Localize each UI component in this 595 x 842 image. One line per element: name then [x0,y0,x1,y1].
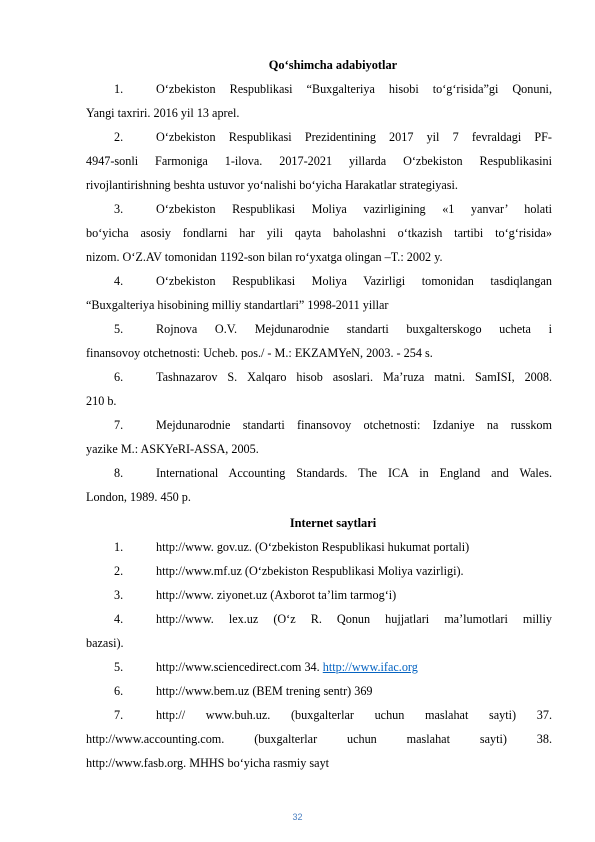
item-number: 6. [114,370,124,384]
internet-heading: Internet saytlari [289,516,377,530]
item-number: 7. [114,708,124,722]
item-line: O‘zbekiston Respublikasi Moliya vazirligining «1 yanvar’ holati [156,202,552,216]
literature-item-4 [86,269,552,317]
item-line: International Accounting Standards. The ICA in England and Wales. [156,466,552,480]
item-text: http://www.sciencedirect.com 34. [156,660,323,674]
ifac-link[interactable]: http://www.ifac.org [322,660,418,674]
item-number: 3. [114,202,124,216]
literature-item-7 [86,413,552,461]
item-line: Mejdunarodnie standarti finansovoy otchetnosti: Izdaniye na russkom [156,418,552,432]
item-line: O‘zbekiston Respublikasi Prezidentining 2017 yil 7 fevraldagi PF- [156,130,552,144]
internet-item-3 [114,583,552,607]
item-number: 2. [114,130,124,144]
item-number: 4. [114,274,124,288]
item-number: 3. [114,588,124,602]
item-number: 7. [114,418,124,432]
item-number: 6. [114,684,124,698]
literature-item-1 [86,77,552,125]
internet-item-5 [114,655,552,679]
page-number: 32 [292,812,303,822]
literature-item-6 [86,365,552,413]
item-line: Tashnazarov S. Xalqaro hisob asoslari. Ma’ruza matni. SamISI, 2008. [156,370,552,384]
item-number: 5. [114,660,124,674]
item-line: http://www. lex.uz (O‘z R. Qonun hujjatlari ma’lumotlari milliy [156,612,552,626]
item-line: Rojnova O.V. Mejdunarodnie standarti buxgalterskogo ucheta i [156,322,552,336]
item-line: http://www.accounting.com. (buxgalterlar uchun maslahat sayti) 38. [86,732,552,746]
item-line: Yangi taxriri. 2016 yil 13 aprel. [86,106,240,120]
item-line: http://www.fasb.org. MHHS bo‘yicha rasmiy sayt [86,756,330,770]
literature-heading: Qo‘shimcha adabiyotlar [268,58,398,72]
item-line: http://www. gov.uz. (O‘zbekiston Respublikasi hukumat portali) [156,540,470,554]
item-line: bazasi). [86,636,124,650]
item-line: http://www.mf.uz (O‘zbekiston Respublikasi Moliya vazirligi). [156,564,464,578]
item-line: http:// www.buh.uz. (buxgalterlar uchun maslahat sayti) 37. [156,708,552,722]
item-line: http://www.bem.uz (BEM trening sentr) 369 [156,684,373,698]
item-line: O‘zbekiston Respublikasi Moliya Vazirligi tomonidan tasdiqlangan [156,274,552,288]
literature-item-3 [86,197,552,269]
item-number: 2. [114,564,124,578]
item-number: 5. [114,322,124,336]
item-line: O‘zbekiston Respublikasi “Buxgalteriya hisobi to‘g‘risida”gi Qonuni, [156,82,552,96]
item-line: London, 1989. 450 p. [86,490,191,504]
item-line: “Buxgalteriya hisobining milliy standartlari” 1998-2011 yillar [86,298,389,312]
item-number: 8. [114,466,124,480]
internet-item-1 [114,535,552,559]
item-line [114,660,418,674]
item-line: 4947-sonli Farmoniga 1-ilova. 2017-2021 yillarda O‘zbekiston Respublikasini [86,154,552,168]
item-number: 1. [114,82,124,96]
literature-item-2 [86,125,552,197]
internet-item-6 [114,679,552,703]
item-line: 210 b. [86,394,117,408]
literature-item-8 [86,461,552,509]
item-number: 1. [114,540,124,554]
item-number: 4. [114,612,124,626]
internet-item-7 [86,703,552,775]
item-line: bo‘yicha asosiy fondlarni har yili qayta baholashni o‘tkazish tartibi to‘g‘risida» [86,226,552,240]
internet-item-4 [86,607,552,655]
item-line: finansovoy otchetnosti: Ucheb. pos./ - M.: EKZAMYeN, 2003. - 254 s. [86,346,433,360]
item-line: nizom. O‘Z.AV tomonidan 1192-son bilan ro‘yxatga olingan –T.: 2002 y. [86,250,443,264]
item-line: yazike M.: ASKYeRI-ASSA, 2005. [86,442,259,456]
item-line: http://www. ziyonet.uz (Axborot ta’lim tarmog‘i) [156,588,397,602]
internet-item-2 [114,559,552,583]
literature-item-5 [86,317,552,365]
item-line: rivojlantirishning beshta ustuvor yo‘nalishi bo‘yicha Harakatlar strategiyasi. [86,178,458,192]
